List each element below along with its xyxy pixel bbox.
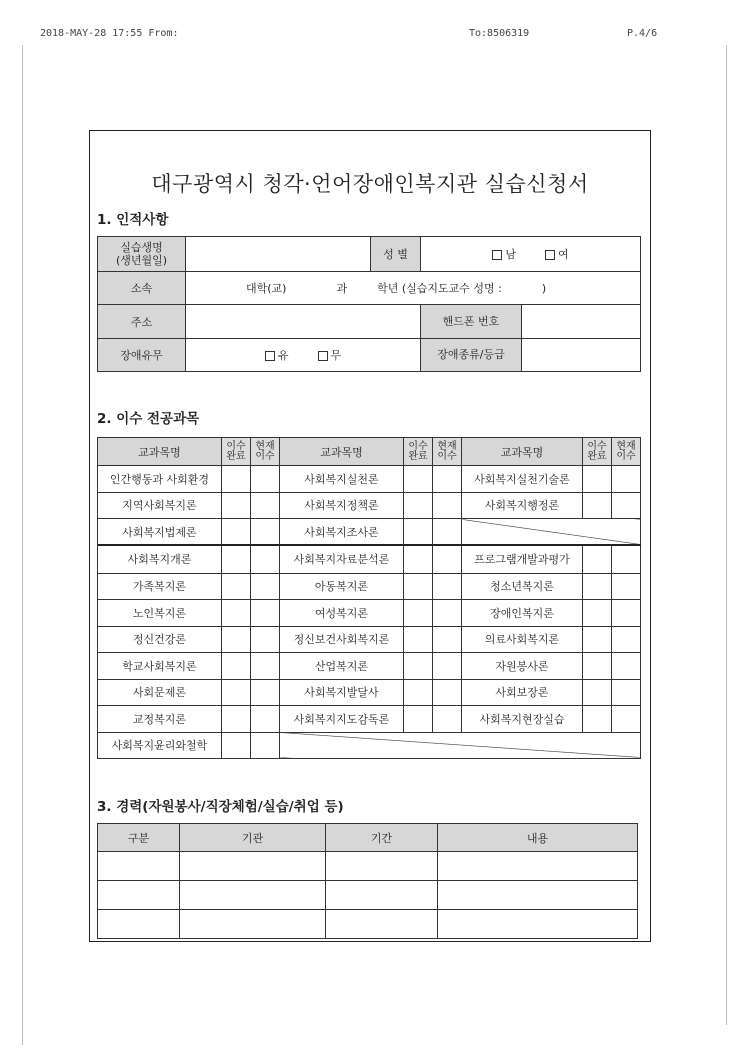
course-done-check[interactable] bbox=[583, 492, 612, 519]
exp-cell[interactable] bbox=[326, 910, 438, 939]
course-name: 사회복지실천기술론 bbox=[462, 466, 583, 493]
exp-cell[interactable] bbox=[180, 881, 326, 910]
course-done-check[interactable] bbox=[222, 679, 251, 706]
exp-cell[interactable] bbox=[98, 852, 180, 881]
affiliation-field[interactable] bbox=[186, 272, 641, 305]
course-now-check[interactable] bbox=[612, 626, 641, 653]
course-now-check[interactable] bbox=[433, 545, 462, 573]
empty-slash-cell bbox=[462, 519, 641, 546]
course-name: 사회복지현장실습 bbox=[462, 706, 583, 733]
course-done-check[interactable] bbox=[222, 626, 251, 653]
course-now-check[interactable] bbox=[612, 706, 641, 733]
now-header: 현재 이수 bbox=[433, 438, 462, 466]
course-now-check[interactable] bbox=[612, 492, 641, 519]
exp-cell[interactable] bbox=[438, 881, 638, 910]
course-name: 사회복지개론 bbox=[98, 545, 222, 573]
empty-slash-cell bbox=[280, 732, 641, 759]
course-now-check[interactable] bbox=[433, 466, 462, 493]
experience-table bbox=[97, 823, 638, 939]
affil-univ: 대학(교) bbox=[246, 282, 287, 295]
scan-edge-right bbox=[726, 45, 727, 1025]
course-name: 사회복지조사론 bbox=[280, 519, 404, 546]
course-name: 자원봉사론 bbox=[462, 653, 583, 680]
course-done-check[interactable] bbox=[222, 653, 251, 680]
course-now-check[interactable] bbox=[433, 653, 462, 680]
name-field[interactable] bbox=[186, 237, 371, 272]
course-done-check[interactable] bbox=[222, 466, 251, 493]
disability-yes-checkbox[interactable] bbox=[265, 351, 275, 361]
course-name: 지역사회복지론 bbox=[98, 492, 222, 519]
course-name: 의료사회복지론 bbox=[462, 626, 583, 653]
dis-yes-label: 유 bbox=[277, 349, 289, 362]
course-now-check[interactable] bbox=[251, 679, 280, 706]
course-name: 사회복지발달사 bbox=[280, 679, 404, 706]
disability-no-checkbox[interactable] bbox=[318, 351, 328, 361]
course-done-check[interactable] bbox=[404, 545, 433, 573]
dis-no-label: 무 bbox=[330, 349, 342, 362]
disability-label: 장애유무 bbox=[98, 339, 186, 372]
course-name: 정신보건사회복지론 bbox=[280, 626, 404, 653]
course-now-check[interactable] bbox=[251, 519, 280, 546]
course-row bbox=[98, 626, 641, 653]
exp-header-type: 구분 bbox=[98, 824, 180, 852]
address-field[interactable] bbox=[186, 305, 421, 339]
subject-header: 교과목명 bbox=[98, 438, 222, 466]
course-name: 사회복지정책론 bbox=[280, 492, 404, 519]
course-done-check[interactable] bbox=[404, 573, 433, 600]
course-row bbox=[98, 600, 641, 627]
course-name: 청소년복지론 bbox=[462, 573, 583, 600]
phone-cell bbox=[421, 305, 641, 339]
exp-cell[interactable] bbox=[98, 881, 180, 910]
course-done-check[interactable] bbox=[583, 600, 612, 627]
done-header: 이수 완료 bbox=[583, 438, 612, 466]
affil-year: 학년 (실습지도교수 성명 : bbox=[377, 282, 502, 295]
course-done-check[interactable] bbox=[583, 466, 612, 493]
exp-row bbox=[98, 910, 638, 939]
course-done-check[interactable] bbox=[404, 600, 433, 627]
course-name: 가족복지론 bbox=[98, 573, 222, 600]
address-label: 주소 bbox=[98, 305, 186, 339]
course-name: 프로그램개발과평가 bbox=[462, 545, 583, 573]
exp-header-period: 기간 bbox=[326, 824, 438, 852]
course-name: 사회복지실천론 bbox=[280, 466, 404, 493]
course-row bbox=[98, 679, 641, 706]
course-name: 노인복지론 bbox=[98, 600, 222, 627]
disability-type-cell bbox=[421, 339, 641, 372]
course-done-check[interactable] bbox=[583, 706, 612, 733]
male-checkbox[interactable] bbox=[492, 250, 502, 260]
course-row bbox=[98, 466, 641, 493]
course-name: 인간행동과 사회환경 bbox=[98, 466, 222, 493]
course-done-check[interactable] bbox=[583, 573, 612, 600]
course-now-check[interactable] bbox=[433, 600, 462, 627]
course-name: 사회복지윤리와철학 bbox=[98, 732, 222, 759]
course-done-check[interactable] bbox=[583, 679, 612, 706]
course-now-check[interactable] bbox=[251, 653, 280, 680]
exp-header-content: 내용 bbox=[438, 824, 638, 852]
course-now-check[interactable] bbox=[612, 600, 641, 627]
course-name: 사회복지법제론 bbox=[98, 519, 222, 546]
course-now-check[interactable] bbox=[612, 653, 641, 680]
exp-row bbox=[98, 852, 638, 881]
course-done-check[interactable] bbox=[404, 706, 433, 733]
form-title: 대구광역시 청각·언어장애인복지관 실습신청서 bbox=[151, 172, 589, 196]
course-now-check[interactable] bbox=[433, 573, 462, 600]
fax-datetime: 2018-MAY-28 17:55 From: bbox=[40, 28, 179, 39]
course-now-check[interactable] bbox=[251, 573, 280, 600]
course-check-cell[interactable] bbox=[222, 732, 251, 759]
male-label: 남 bbox=[505, 248, 516, 261]
course-row bbox=[98, 653, 641, 680]
course-now-check[interactable] bbox=[433, 519, 462, 546]
course-now-check[interactable] bbox=[612, 466, 641, 493]
course-row bbox=[98, 732, 641, 759]
course-now-check[interactable] bbox=[433, 706, 462, 733]
female-checkbox[interactable] bbox=[545, 250, 555, 260]
course-done-check[interactable] bbox=[404, 653, 433, 680]
exp-cell[interactable] bbox=[326, 881, 438, 910]
exp-cell[interactable] bbox=[180, 852, 326, 881]
course-done-check[interactable] bbox=[583, 626, 612, 653]
scan-edge-left bbox=[22, 45, 23, 1045]
course-now-check[interactable] bbox=[251, 706, 280, 733]
course-name: 사회복지자료분석론 bbox=[280, 545, 404, 573]
section3-heading: 3. 경력(자원봉사/직장체험/실습/취업 등) bbox=[97, 799, 344, 815]
section2-heading: 2. 이수 전공과목 bbox=[97, 411, 200, 427]
subject-header: 교과목명 bbox=[462, 438, 583, 466]
course-done-check[interactable] bbox=[222, 519, 251, 546]
course-done-check[interactable] bbox=[222, 573, 251, 600]
course-row bbox=[98, 573, 641, 600]
exp-cell[interactable] bbox=[438, 910, 638, 939]
course-row bbox=[98, 492, 641, 519]
course-now-check[interactable] bbox=[612, 679, 641, 706]
course-name: 정신건강론 bbox=[98, 626, 222, 653]
disability-type-field[interactable] bbox=[522, 339, 640, 371]
course-done-check[interactable] bbox=[404, 466, 433, 493]
affiliation-label: 소속 bbox=[98, 272, 186, 305]
affil-dept: 과 bbox=[336, 282, 348, 295]
course-done-check[interactable] bbox=[222, 545, 251, 573]
course-done-check[interactable] bbox=[583, 653, 612, 680]
course-name: 아동복지론 bbox=[280, 573, 404, 600]
section1-heading: 1. 인적사항 bbox=[97, 212, 169, 228]
course-name: 교정복지론 bbox=[98, 706, 222, 733]
course-name: 사회보장론 bbox=[462, 679, 583, 706]
done-header: 이수 완료 bbox=[404, 438, 433, 466]
course-done-check[interactable] bbox=[222, 706, 251, 733]
gender-options bbox=[421, 237, 641, 272]
course-now-check[interactable] bbox=[251, 545, 280, 573]
course-done-check[interactable] bbox=[404, 519, 433, 546]
course-now-check[interactable] bbox=[433, 492, 462, 519]
exp-cell[interactable] bbox=[98, 910, 180, 939]
course-now-check[interactable] bbox=[433, 679, 462, 706]
course-now-check[interactable] bbox=[251, 600, 280, 627]
course-now-check[interactable] bbox=[612, 545, 641, 573]
course-now-check[interactable] bbox=[612, 573, 641, 600]
courses-table bbox=[97, 437, 641, 759]
course-row bbox=[98, 545, 641, 573]
name-label: 실습생명 (생년월일) bbox=[98, 237, 186, 272]
exp-cell[interactable] bbox=[438, 852, 638, 881]
course-name: 여성복지론 bbox=[280, 600, 404, 627]
gender-label: 성 별 bbox=[371, 237, 421, 272]
done-header: 이수 완료 bbox=[222, 438, 251, 466]
now-header: 현재 이수 bbox=[251, 438, 280, 466]
course-name: 장애인복지론 bbox=[462, 600, 583, 627]
phone-field[interactable] bbox=[522, 305, 640, 338]
course-now-check[interactable] bbox=[251, 492, 280, 519]
course-name: 사회복지지도감독론 bbox=[280, 706, 404, 733]
exp-row bbox=[98, 881, 638, 910]
subject-header: 교과목명 bbox=[280, 438, 404, 466]
exp-cell[interactable] bbox=[180, 910, 326, 939]
female-label: 여 bbox=[558, 248, 569, 261]
course-done-check[interactable] bbox=[222, 600, 251, 627]
course-check-cell[interactable] bbox=[251, 732, 280, 759]
courses-header bbox=[98, 438, 641, 466]
course-row bbox=[98, 519, 641, 546]
course-done-check[interactable] bbox=[404, 679, 433, 706]
personal-info-table bbox=[97, 236, 641, 372]
affil-close: ) bbox=[541, 282, 547, 295]
disability-options bbox=[186, 339, 421, 372]
course-name: 산업복지론 bbox=[280, 653, 404, 680]
fax-page: P.4/6 bbox=[627, 28, 658, 39]
course-now-check[interactable] bbox=[433, 626, 462, 653]
phone-label: 핸드폰 번호 bbox=[421, 305, 522, 338]
course-now-check[interactable] bbox=[251, 466, 280, 493]
course-name: 학교사회복지론 bbox=[98, 653, 222, 680]
course-done-check[interactable] bbox=[583, 545, 612, 573]
course-now-check[interactable] bbox=[251, 626, 280, 653]
exp-cell[interactable] bbox=[326, 852, 438, 881]
now-header: 현재 이수 bbox=[612, 438, 641, 466]
course-name: 사회복지행정론 bbox=[462, 492, 583, 519]
course-name: 사회문제론 bbox=[98, 679, 222, 706]
fax-to: To:8506319 bbox=[469, 28, 530, 39]
course-row bbox=[98, 706, 641, 733]
course-done-check[interactable] bbox=[404, 492, 433, 519]
course-done-check[interactable] bbox=[222, 492, 251, 519]
exp-header-org: 기관 bbox=[180, 824, 326, 852]
course-done-check[interactable] bbox=[404, 626, 433, 653]
disability-type-label: 장애종류/등급 bbox=[421, 339, 522, 371]
